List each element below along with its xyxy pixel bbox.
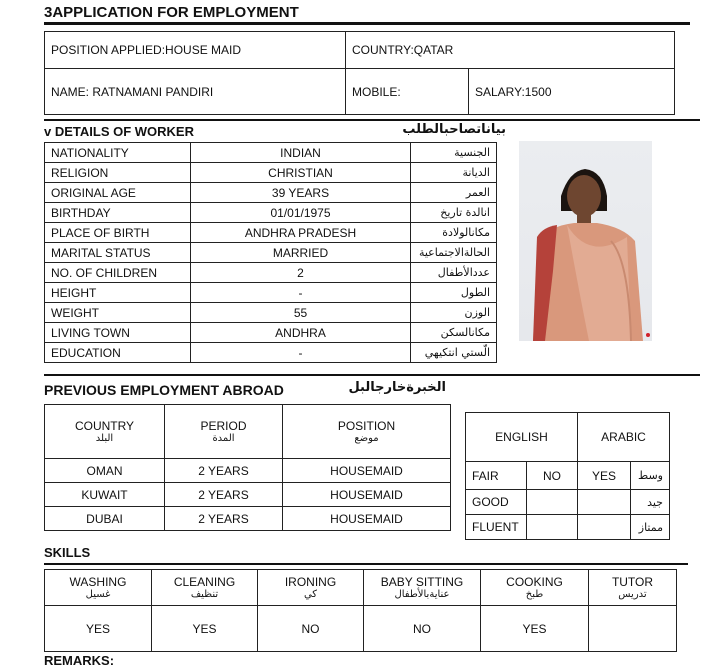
table-row (45, 263, 497, 283)
position-applied: POSITION APPLIED:HOUSE MAID (45, 32, 346, 69)
detail-label: MARITAL STATUS (45, 243, 191, 263)
detail-value: ANDHRA PRADESH (191, 223, 411, 243)
col-period: PERIOD المدة (165, 405, 283, 459)
level-fluent: FLUENT (466, 515, 527, 540)
detail-label-ar: الّستي انتكيهي (411, 343, 497, 363)
lang-arabic: ARABIC (578, 413, 670, 462)
detail-value: CHRISTIAN (191, 163, 411, 183)
header-info-table (44, 31, 675, 115)
language-table (465, 412, 670, 540)
skill-value: YES (152, 606, 258, 652)
cell-country: KUWAIT (45, 483, 165, 507)
table-row (45, 183, 497, 203)
cell-period: 2 YEARS (165, 483, 283, 507)
detail-value: 39 YEARS (191, 183, 411, 203)
detail-label-ar: الطول (411, 283, 497, 303)
detail-value: ANDHRA (191, 323, 411, 343)
detail-label-ar: مكانالسكن (411, 323, 497, 343)
cell-period: 2 YEARS (165, 459, 283, 483)
table-row (45, 203, 497, 223)
detail-label: WEIGHT (45, 303, 191, 323)
skills-title: SKILLS (44, 545, 91, 560)
skill-washing: WASHING غسيل (45, 570, 152, 606)
arabic-fair: YES (578, 462, 631, 490)
table-row (45, 223, 497, 243)
cell-country: OMAN (45, 459, 165, 483)
detail-label: EDUCATION (45, 343, 191, 363)
salary-field: SALARY:1500 (469, 69, 675, 115)
section-divider-2 (44, 374, 700, 376)
col-position: POSITION موضع (283, 405, 451, 459)
table-row (45, 243, 497, 263)
detail-value: 01/01/1975 (191, 203, 411, 223)
detail-label-ar: العمر (411, 183, 497, 203)
skill-tutor: TUTOR تدريس (589, 570, 677, 606)
table-row (45, 323, 497, 343)
detail-label: NO. OF CHILDREN (45, 263, 191, 283)
detail-value: MARRIED (191, 243, 411, 263)
detail-value: - (191, 283, 411, 303)
skill-ironing: IRONING كي (258, 570, 364, 606)
cell-position: HOUSEMAID (283, 459, 451, 483)
table-row (45, 303, 497, 323)
detail-label: RELIGION (45, 163, 191, 183)
cell-position: HOUSEMAID (283, 483, 451, 507)
col-country: COUNTRY البلد (45, 405, 165, 459)
previous-title: PREVIOUS EMPLOYMENT ABROAD (44, 382, 284, 398)
detail-label-ar: عددالأطفال (411, 263, 497, 283)
skill-value: NO (364, 606, 481, 652)
table-row (45, 283, 497, 303)
detail-label: HEIGHT (45, 283, 191, 303)
skill-value (589, 606, 677, 652)
table-row (45, 483, 451, 507)
cell-period: 2 YEARS (165, 507, 283, 531)
arabic-fluent (578, 515, 631, 540)
skill-value: YES (481, 606, 589, 652)
table-row (45, 606, 677, 652)
cell-position: HOUSEMAID (283, 507, 451, 531)
skill-baby-sitting: BABY SITTING عنايةبالأطفال (364, 570, 481, 606)
level-good: GOOD (466, 490, 527, 515)
level-fair-ar: وسط (631, 462, 670, 490)
detail-label-ar: الوزن (411, 303, 497, 323)
skills-underline (44, 563, 688, 565)
skill-value: NO (258, 606, 364, 652)
details-title-ar: بياناتصاحبالطلب (402, 122, 506, 137)
level-fluent-ar: ممتاز (631, 515, 670, 540)
page-title: 3APPLICATION FOR EMPLOYMENT (44, 4, 299, 21)
previous-employment-table (44, 404, 451, 531)
detail-value: - (191, 343, 411, 363)
details-title: v DETAILS OF WORKER (44, 124, 194, 139)
remarks-label: REMARKS: (44, 653, 115, 668)
table-row (466, 462, 670, 490)
lang-english: ENGLISH (466, 413, 578, 462)
details-table (44, 142, 497, 363)
level-fair: FAIR (466, 462, 527, 490)
previous-title-ar: الخبرةخارجالبل (348, 380, 446, 395)
mobile-field: MOBILE: (346, 69, 469, 115)
table-row (45, 163, 497, 183)
applicant-photo (519, 141, 652, 341)
detail-label-ar: انالدة تاريخ (411, 203, 497, 223)
title-underline (44, 22, 690, 25)
detail-label-ar: الجنسية (411, 143, 497, 163)
detail-label: PLACE OF BIRTH (45, 223, 191, 243)
skill-cooking: COOKING طبخ (481, 570, 589, 606)
detail-value: INDIAN (191, 143, 411, 163)
arabic-good (578, 490, 631, 515)
table-row (466, 515, 670, 540)
cell-country: DUBAI (45, 507, 165, 531)
table-row (466, 490, 670, 515)
level-good-ar: جيد (631, 490, 670, 515)
applicant-name: NAME: RATNAMANI PANDIRI (45, 69, 346, 115)
detail-value: 2 (191, 263, 411, 283)
table-row (45, 343, 497, 363)
detail-label: BIRTHDAY (45, 203, 191, 223)
table-row (45, 143, 497, 163)
skill-cleaning: CLEANING تنظيف (152, 570, 258, 606)
skill-value: YES (45, 606, 152, 652)
table-row (45, 459, 451, 483)
section-divider (44, 119, 700, 121)
detail-value: 55 (191, 303, 411, 323)
detail-label: LIVING TOWN (45, 323, 191, 343)
table-row (45, 507, 451, 531)
detail-label-ar: الحالةالاجتماعية (411, 243, 497, 263)
skills-table (44, 569, 677, 652)
detail-label-ar: الديانة (411, 163, 497, 183)
english-good (527, 490, 578, 515)
detail-label: NATIONALITY (45, 143, 191, 163)
detail-label-ar: مكانالولادة (411, 223, 497, 243)
country-field: COUNTRY:QATAR (346, 32, 675, 69)
english-fair: NO (527, 462, 578, 490)
detail-label: ORIGINAL AGE (45, 183, 191, 203)
english-fluent (527, 515, 578, 540)
